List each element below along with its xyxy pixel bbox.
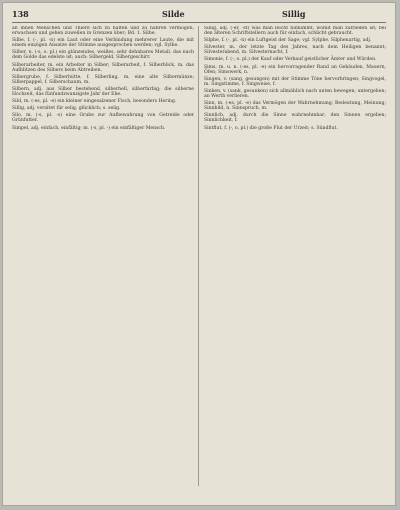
entry: Silbergrube, f. Silberhütte, f. Silberling, m. eine alte Silbermünze; Silberpappel, f. Silberschaum, m. — [12, 74, 194, 85]
right-headword: Sillig — [282, 9, 306, 19]
entry: Sinken, v. (sank, gesunken) sich allmählich nach unten bewegen; untergehen; an Werth verlieren. — [204, 88, 386, 100]
entry: Simpel, adj. einfach, einfältig; m. (-s, pl. -) ein einfältiger Mensch. — [12, 125, 166, 131]
entry: Silberarbeiter, m. ein Arbeiter in Silber; Silberarbeit, f. Silberblick, m. das Aufblitzen des Silbers beim Abtreiben. — [12, 62, 194, 73]
column-divider — [198, 26, 199, 486]
entry: Silo, m. (-s, pl. -s) eine Grube zur Aufbewahrung von Getreide oder Grünfutter. — [12, 113, 194, 124]
entry: Silphe, f. (-, pl. -n) ein Luftgeist der Sage; vgl. Sylphe. Silphenartig, adj. — [204, 38, 372, 44]
entry: Sild, m. (-es, pl. -e) ein kleiner eingesalzener Fisch, besonders Hering. — [12, 99, 177, 105]
entry: Sillig, adj. veraltet für selig, glücklich; s. selig. — [12, 106, 121, 112]
entry: Sintflut, f. (-, o. pl.) die große Flut der Urzeit; s. Sündflut. — [204, 125, 338, 131]
page-number: 138 — [12, 9, 29, 19]
entry: Sims, m. u. n. (-es, pl. -e) ein hervorragender Rand an Gebäuden, Mauern, Öfen; Simswerk, n. — [204, 64, 386, 75]
left-headword: Silde — [162, 9, 185, 19]
entry: Silber, n. (-s, o. pl.) ein glänzendes, weißes, sehr dehnbares Metall, das nach dem Golde das edelste ist; auch: Silbergeld, Silbergeschirr. — [12, 50, 194, 61]
entry: Simonie, f. (-, o. pl.) der Kauf oder Verkauf geistlicher Ämter und Würden. — [204, 57, 377, 63]
entry: Silvester, m. der letzte Tag des Jahres, nach dem Heiligen benannt; Silvesterabend, m. Silvesternacht, f. — [204, 45, 386, 56]
header-rule — [12, 22, 386, 23]
entry: an ihnen Menschen und Thiere sich zu halten und zu nähren vermögen, erwachsen und gehen zuweilen in Grenzen über; Bd. 1. Silbe. — [12, 26, 194, 37]
entry: Sinn, m. (-es, pl. -e) das Vermögen der Wahrnehmung; Bedeutung, Meinung; Sinnbild, n. Sinnspruch, m. — [204, 101, 386, 112]
entry: Sillig, adj. (-er, -st) was man leicht hinnimmt, womit man zufrieden ist; bei den älteren Schriftstellern auch für einfach, schlicht gebraucht. — [204, 26, 386, 37]
entry: Silbe, f. (-, pl. -n) ein Laut oder eine Verbindung mehrerer Laute, die mit einem einzigen Ansatze der Stimme ausgesprochen werden; vgl. Sylbe. — [12, 38, 194, 49]
dictionary-page — [2, 2, 396, 506]
left-column — [12, 26, 194, 486]
entry: Silbern, adj. aus Silber bestehend, silberhell, silberfarbig; die silberne Hochzeit, das fünfundzwanzigste Jahr der Ehe. — [12, 86, 194, 98]
entry: Singen, v. (sang, gesungen) mit der Stimme Töne hervorbringen; Singvogel, m. Singstimme, f. Singweise, f. — [204, 76, 386, 87]
right-column — [204, 26, 386, 486]
running-header — [12, 9, 386, 21]
entry: Sinnlich, adj. durch die Sinne wahrnehmbar; den Sinnen ergeben; Sinnlichkeit, f. — [204, 113, 386, 124]
